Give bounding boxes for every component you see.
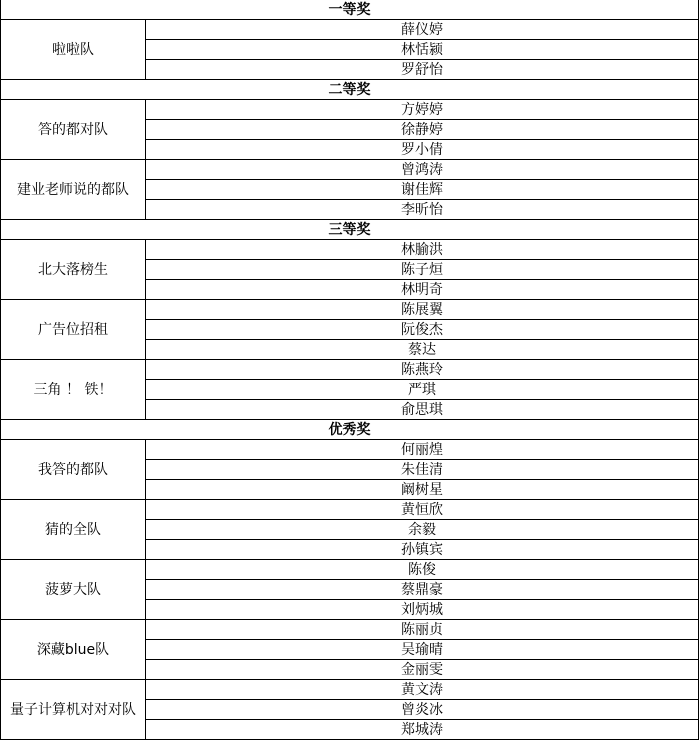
team-name: 建业老师说的都队: [1, 160, 146, 220]
member-name: 蔡鼎豪: [146, 580, 699, 600]
member-name: 陈俊: [146, 560, 699, 580]
prize-title: 一等奖: [1, 0, 699, 20]
member-name: 林恬颍: [146, 40, 699, 60]
team-name: 量子计算机对对对队: [1, 680, 146, 740]
table-row: [1, 240, 699, 260]
table-row: [1, 100, 699, 120]
table-row: [1, 680, 699, 700]
prize-header-row: [1, 420, 699, 440]
prize-title: 二等奖: [1, 80, 699, 100]
member-name: 薛仪婷: [146, 20, 699, 40]
member-name: 罗小倩: [146, 140, 699, 160]
member-name: 陈展翼: [146, 300, 699, 320]
member-name: 陈子烜: [146, 260, 699, 280]
table-row: [1, 20, 699, 40]
member-name: 阮俊杰: [146, 320, 699, 340]
member-name: 李昕怡: [146, 200, 699, 220]
member-name: 刘炳城: [146, 600, 699, 620]
member-name: 俞思琪: [146, 400, 699, 420]
prize-header-row: [1, 80, 699, 100]
member-name: 林腧洪: [146, 240, 699, 260]
member-name: 朱佳清: [146, 460, 699, 480]
member-name: 余毅: [146, 520, 699, 540]
member-name: 陈燕玲: [146, 360, 699, 380]
team-name: 啦啦队: [1, 20, 146, 80]
member-name: 郑城涛: [146, 720, 699, 740]
table-row: [1, 560, 699, 580]
member-name: 严琪: [146, 380, 699, 400]
table-row: [1, 300, 699, 320]
prize-header-row: [1, 0, 699, 20]
table-row: [1, 440, 699, 460]
member-name: 蔡达: [146, 340, 699, 360]
team-name: 三角 ！ 铁！: [1, 360, 146, 420]
member-name: 孙镇宾: [146, 540, 699, 560]
member-name: 吴瑜晴: [146, 640, 699, 660]
member-name: 黄文涛: [146, 680, 699, 700]
team-name: 猜的全队: [1, 500, 146, 560]
table-row: [1, 500, 699, 520]
team-name: 我答的都队: [1, 440, 146, 500]
prize-title: 三等奖: [1, 220, 699, 240]
member-name: 曾炎冰: [146, 700, 699, 720]
team-name: 北大落榜生: [1, 240, 146, 300]
member-name: 黄恒欣: [146, 500, 699, 520]
team-name: 深藏blue队: [1, 620, 146, 680]
member-name: 阚树星: [146, 480, 699, 500]
member-name: 曾鸿涛: [146, 160, 699, 180]
team-name: 广告位招租: [1, 300, 146, 360]
table-row: [1, 360, 699, 380]
member-name: 何丽煌: [146, 440, 699, 460]
prize-header-row: [1, 220, 699, 240]
member-name: 金丽雯: [146, 660, 699, 680]
team-name: 菠萝大队: [1, 560, 146, 620]
member-name: 谢佳辉: [146, 180, 699, 200]
member-name: 林明奇: [146, 280, 699, 300]
member-name: 陈丽贞: [146, 620, 699, 640]
table-row: [1, 620, 699, 640]
member-name: 徐静婷: [146, 120, 699, 140]
team-name: 答的都对队: [1, 100, 146, 160]
member-name: 方婷婷: [146, 100, 699, 120]
award-results-body: [1, 0, 699, 740]
member-name: 罗舒怡: [146, 60, 699, 80]
prize-title: 优秀奖: [1, 420, 699, 440]
table-row: [1, 160, 699, 180]
